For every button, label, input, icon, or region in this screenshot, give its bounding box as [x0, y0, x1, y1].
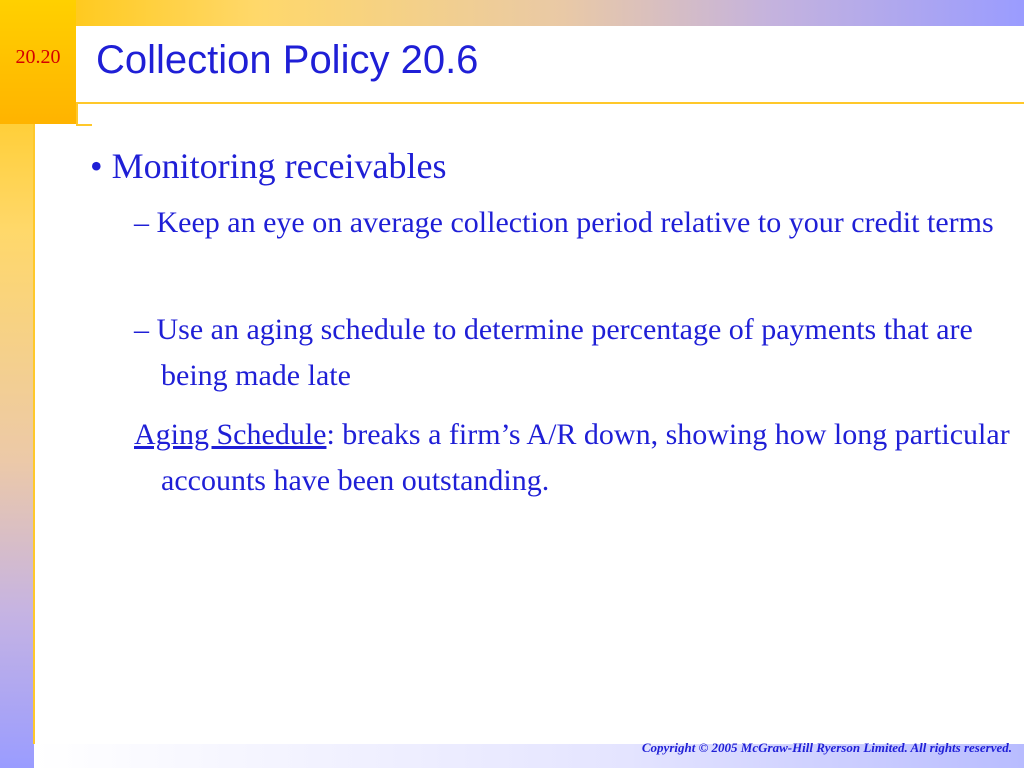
definition-term: Aging Schedule: [134, 418, 327, 451]
sub-bullet-collection-period: – Keep an eye on average collection period relative to your credit terms: [134, 206, 994, 239]
slide-title: Collection Policy 20.6: [96, 38, 479, 82]
copyright-notice: Copyright © 2005 McGraw-Hill Ryerson Limited. All rights reserved.: [641, 740, 1012, 755]
definition-aging-schedule: [134, 412, 1021, 504]
definition-text: : breaks a firm’s A/R down, showing how long particular accounts have been outstanding.: [161, 418, 1010, 497]
bullet-monitoring-receivables: • Monitoring receivables: [90, 146, 447, 186]
sub-bullet-aging-schedule: – Use an aging schedule to determine percentage of payments that are being made late: [134, 313, 973, 392]
slide-number: 20.20: [15, 46, 61, 68]
